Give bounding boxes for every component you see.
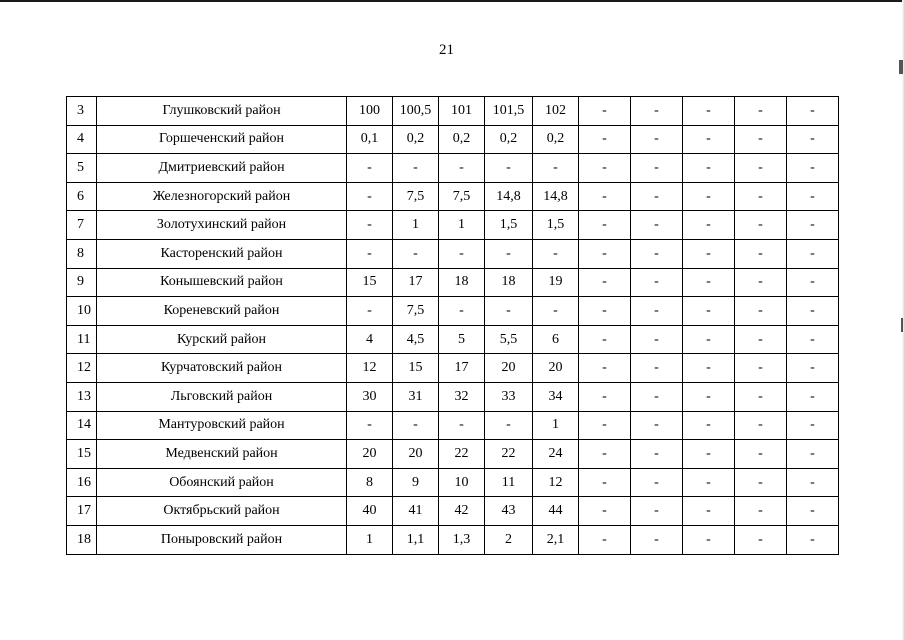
value-cell: -	[579, 239, 631, 268]
table-row	[67, 382, 839, 411]
value-cell: 20	[347, 440, 393, 469]
value-cell: 1	[533, 411, 579, 440]
table-row	[67, 182, 839, 211]
row-number-cell: 11	[67, 325, 97, 354]
value-cell: -	[579, 525, 631, 554]
value-cell: -	[579, 411, 631, 440]
value-cell: 31	[393, 382, 439, 411]
value-cell: -	[631, 268, 683, 297]
value-cell: 20	[485, 354, 533, 383]
value-cell: -	[579, 154, 631, 183]
value-cell: 12	[533, 468, 579, 497]
row-number-cell: 12	[67, 354, 97, 383]
row-number-cell: 17	[67, 497, 97, 526]
table-body	[67, 97, 839, 555]
value-cell: -	[735, 211, 787, 240]
table-row	[67, 525, 839, 554]
value-cell: -	[683, 154, 735, 183]
value-cell: -	[579, 97, 631, 126]
value-cell: 22	[485, 440, 533, 469]
value-cell: -	[631, 97, 683, 126]
value-cell: 1	[393, 211, 439, 240]
row-number-cell: 8	[67, 239, 97, 268]
value-cell: -	[393, 239, 439, 268]
value-cell: -	[787, 297, 839, 326]
table-row	[67, 125, 839, 154]
value-cell: 19	[533, 268, 579, 297]
row-number-cell: 18	[67, 525, 97, 554]
value-cell: 20	[393, 440, 439, 469]
value-cell: 0,2	[439, 125, 485, 154]
value-cell: -	[787, 268, 839, 297]
value-cell: -	[787, 97, 839, 126]
value-cell: -	[347, 297, 393, 326]
value-cell: -	[631, 125, 683, 154]
value-cell: -	[787, 182, 839, 211]
value-cell: -	[631, 182, 683, 211]
value-cell: -	[579, 297, 631, 326]
table-row	[67, 411, 839, 440]
value-cell: 41	[393, 497, 439, 526]
value-cell: -	[683, 97, 735, 126]
value-cell: -	[683, 354, 735, 383]
value-cell: -	[631, 440, 683, 469]
row-number-cell: 16	[67, 468, 97, 497]
value-cell: -	[533, 297, 579, 326]
value-cell: -	[787, 382, 839, 411]
value-cell: -	[735, 268, 787, 297]
value-cell: -	[735, 97, 787, 126]
value-cell: -	[735, 354, 787, 383]
value-cell: -	[787, 239, 839, 268]
row-number-cell: 13	[67, 382, 97, 411]
table-row	[67, 268, 839, 297]
value-cell: -	[683, 182, 735, 211]
district-name-cell: Касторенский район	[97, 239, 347, 268]
value-cell: -	[347, 411, 393, 440]
row-number-cell: 15	[67, 440, 97, 469]
value-cell: -	[787, 440, 839, 469]
value-cell: 0,1	[347, 125, 393, 154]
value-cell: -	[631, 239, 683, 268]
value-cell: 100	[347, 97, 393, 126]
table-row	[67, 297, 839, 326]
district-name-cell: Глушковский район	[97, 97, 347, 126]
value-cell: -	[735, 182, 787, 211]
value-cell: 101	[439, 97, 485, 126]
value-cell: -	[631, 411, 683, 440]
value-cell: 0,2	[393, 125, 439, 154]
table-row	[67, 468, 839, 497]
value-cell: -	[735, 468, 787, 497]
value-cell: 30	[347, 382, 393, 411]
row-number-cell: 6	[67, 182, 97, 211]
value-cell: 2,1	[533, 525, 579, 554]
district-name-cell: Медвенский район	[97, 440, 347, 469]
value-cell: -	[735, 382, 787, 411]
value-cell: -	[683, 297, 735, 326]
value-cell: -	[485, 297, 533, 326]
district-name-cell: Обоянский район	[97, 468, 347, 497]
value-cell: -	[439, 154, 485, 183]
value-cell: -	[533, 154, 579, 183]
district-name-cell: Золотухинский район	[97, 211, 347, 240]
value-cell: -	[631, 297, 683, 326]
value-cell: 8	[347, 468, 393, 497]
value-cell: -	[735, 440, 787, 469]
value-cell: -	[787, 211, 839, 240]
value-cell: 1,3	[439, 525, 485, 554]
value-cell: 0,2	[533, 125, 579, 154]
value-cell: -	[579, 497, 631, 526]
value-cell: 7,5	[393, 297, 439, 326]
value-cell: -	[735, 125, 787, 154]
value-cell: -	[735, 154, 787, 183]
value-cell: -	[683, 325, 735, 354]
value-cell: 40	[347, 497, 393, 526]
value-cell: -	[683, 211, 735, 240]
row-number-cell: 3	[67, 97, 97, 126]
value-cell: 10	[439, 468, 485, 497]
value-cell: -	[683, 382, 735, 411]
value-cell: 1	[439, 211, 485, 240]
district-name-cell: Мантуровский район	[97, 411, 347, 440]
district-name-cell: Железногорский район	[97, 182, 347, 211]
table-row	[67, 440, 839, 469]
value-cell: -	[579, 325, 631, 354]
value-cell: 1,5	[533, 211, 579, 240]
value-cell: -	[787, 411, 839, 440]
value-cell: 7,5	[393, 182, 439, 211]
row-number-cell: 7	[67, 211, 97, 240]
value-cell: 11	[485, 468, 533, 497]
value-cell: -	[347, 239, 393, 268]
value-cell: -	[393, 154, 439, 183]
value-cell: 4,5	[393, 325, 439, 354]
value-cell: -	[735, 411, 787, 440]
district-data-table	[66, 96, 839, 555]
district-name-cell: Дмитриевский район	[97, 154, 347, 183]
value-cell: -	[631, 468, 683, 497]
value-cell: 17	[393, 268, 439, 297]
value-cell: 18	[439, 268, 485, 297]
value-cell: 15	[347, 268, 393, 297]
value-cell: -	[347, 182, 393, 211]
district-name-cell: Горшеченский район	[97, 125, 347, 154]
value-cell: -	[631, 497, 683, 526]
table-row	[67, 497, 839, 526]
value-cell: -	[683, 440, 735, 469]
value-cell: -	[787, 468, 839, 497]
row-number-cell: 5	[67, 154, 97, 183]
value-cell: -	[439, 297, 485, 326]
value-cell: -	[683, 497, 735, 526]
value-cell: 1,1	[393, 525, 439, 554]
value-cell: 5	[439, 325, 485, 354]
value-cell: -	[787, 497, 839, 526]
table-row	[67, 154, 839, 183]
value-cell: -	[631, 525, 683, 554]
scan-mark-top	[899, 60, 903, 74]
value-cell: 42	[439, 497, 485, 526]
value-cell: -	[579, 268, 631, 297]
table-row	[67, 97, 839, 126]
scan-mark-middle	[901, 318, 903, 332]
value-cell: 14,8	[485, 182, 533, 211]
value-cell: 17	[439, 354, 485, 383]
value-cell: -	[439, 239, 485, 268]
district-name-cell: Кореневский район	[97, 297, 347, 326]
value-cell: 2	[485, 525, 533, 554]
value-cell: -	[347, 211, 393, 240]
value-cell: -	[533, 239, 579, 268]
value-cell: 0,2	[485, 125, 533, 154]
value-cell: 100,5	[393, 97, 439, 126]
value-cell: 4	[347, 325, 393, 354]
value-cell: -	[735, 239, 787, 268]
value-cell: 33	[485, 382, 533, 411]
value-cell: 43	[485, 497, 533, 526]
value-cell: 15	[393, 354, 439, 383]
value-cell: -	[631, 154, 683, 183]
value-cell: 20	[533, 354, 579, 383]
value-cell: 12	[347, 354, 393, 383]
value-cell: -	[579, 211, 631, 240]
value-cell: -	[735, 325, 787, 354]
value-cell: 1	[347, 525, 393, 554]
value-cell: -	[683, 525, 735, 554]
table-row	[67, 239, 839, 268]
value-cell: -	[683, 268, 735, 297]
value-cell: -	[439, 411, 485, 440]
district-name-cell: Льговский район	[97, 382, 347, 411]
value-cell: -	[393, 411, 439, 440]
value-cell: 1,5	[485, 211, 533, 240]
value-cell: -	[631, 354, 683, 383]
table-row	[67, 325, 839, 354]
district-name-cell: Поныровский район	[97, 525, 347, 554]
value-cell: -	[579, 354, 631, 383]
value-cell: 7,5	[439, 182, 485, 211]
value-cell: 5,5	[485, 325, 533, 354]
value-cell: 44	[533, 497, 579, 526]
value-cell: -	[735, 297, 787, 326]
value-cell: -	[787, 525, 839, 554]
value-cell: -	[485, 239, 533, 268]
value-cell: -	[631, 382, 683, 411]
district-name-cell: Курский район	[97, 325, 347, 354]
value-cell: 24	[533, 440, 579, 469]
value-cell: -	[787, 125, 839, 154]
value-cell: -	[683, 125, 735, 154]
row-number-cell: 4	[67, 125, 97, 154]
value-cell: -	[787, 325, 839, 354]
table-row	[67, 354, 839, 383]
value-cell: -	[631, 325, 683, 354]
value-cell: 32	[439, 382, 485, 411]
value-cell: -	[579, 468, 631, 497]
district-name-cell: Октябрьский район	[97, 497, 347, 526]
value-cell: 22	[439, 440, 485, 469]
value-cell: -	[579, 382, 631, 411]
value-cell: -	[735, 525, 787, 554]
value-cell: -	[347, 154, 393, 183]
value-cell: 34	[533, 382, 579, 411]
value-cell: -	[579, 440, 631, 469]
value-cell: 9	[393, 468, 439, 497]
value-cell: 18	[485, 268, 533, 297]
value-cell: -	[579, 182, 631, 211]
scan-top-edge	[0, 0, 905, 2]
value-cell: -	[579, 125, 631, 154]
row-number-cell: 10	[67, 297, 97, 326]
value-cell: 101,5	[485, 97, 533, 126]
value-cell: -	[485, 411, 533, 440]
value-cell: -	[787, 154, 839, 183]
value-cell: 14,8	[533, 182, 579, 211]
value-cell: -	[735, 497, 787, 526]
value-cell: -	[683, 411, 735, 440]
district-name-cell: Конышевский район	[97, 268, 347, 297]
page-number: 21	[439, 42, 454, 58]
value-cell: -	[631, 211, 683, 240]
value-cell: -	[787, 354, 839, 383]
row-number-cell: 9	[67, 268, 97, 297]
value-cell: -	[683, 468, 735, 497]
value-cell: 102	[533, 97, 579, 126]
value-cell: 6	[533, 325, 579, 354]
table-row	[67, 211, 839, 240]
row-number-cell: 14	[67, 411, 97, 440]
value-cell: -	[485, 154, 533, 183]
district-name-cell: Курчатовский район	[97, 354, 347, 383]
value-cell: -	[683, 239, 735, 268]
